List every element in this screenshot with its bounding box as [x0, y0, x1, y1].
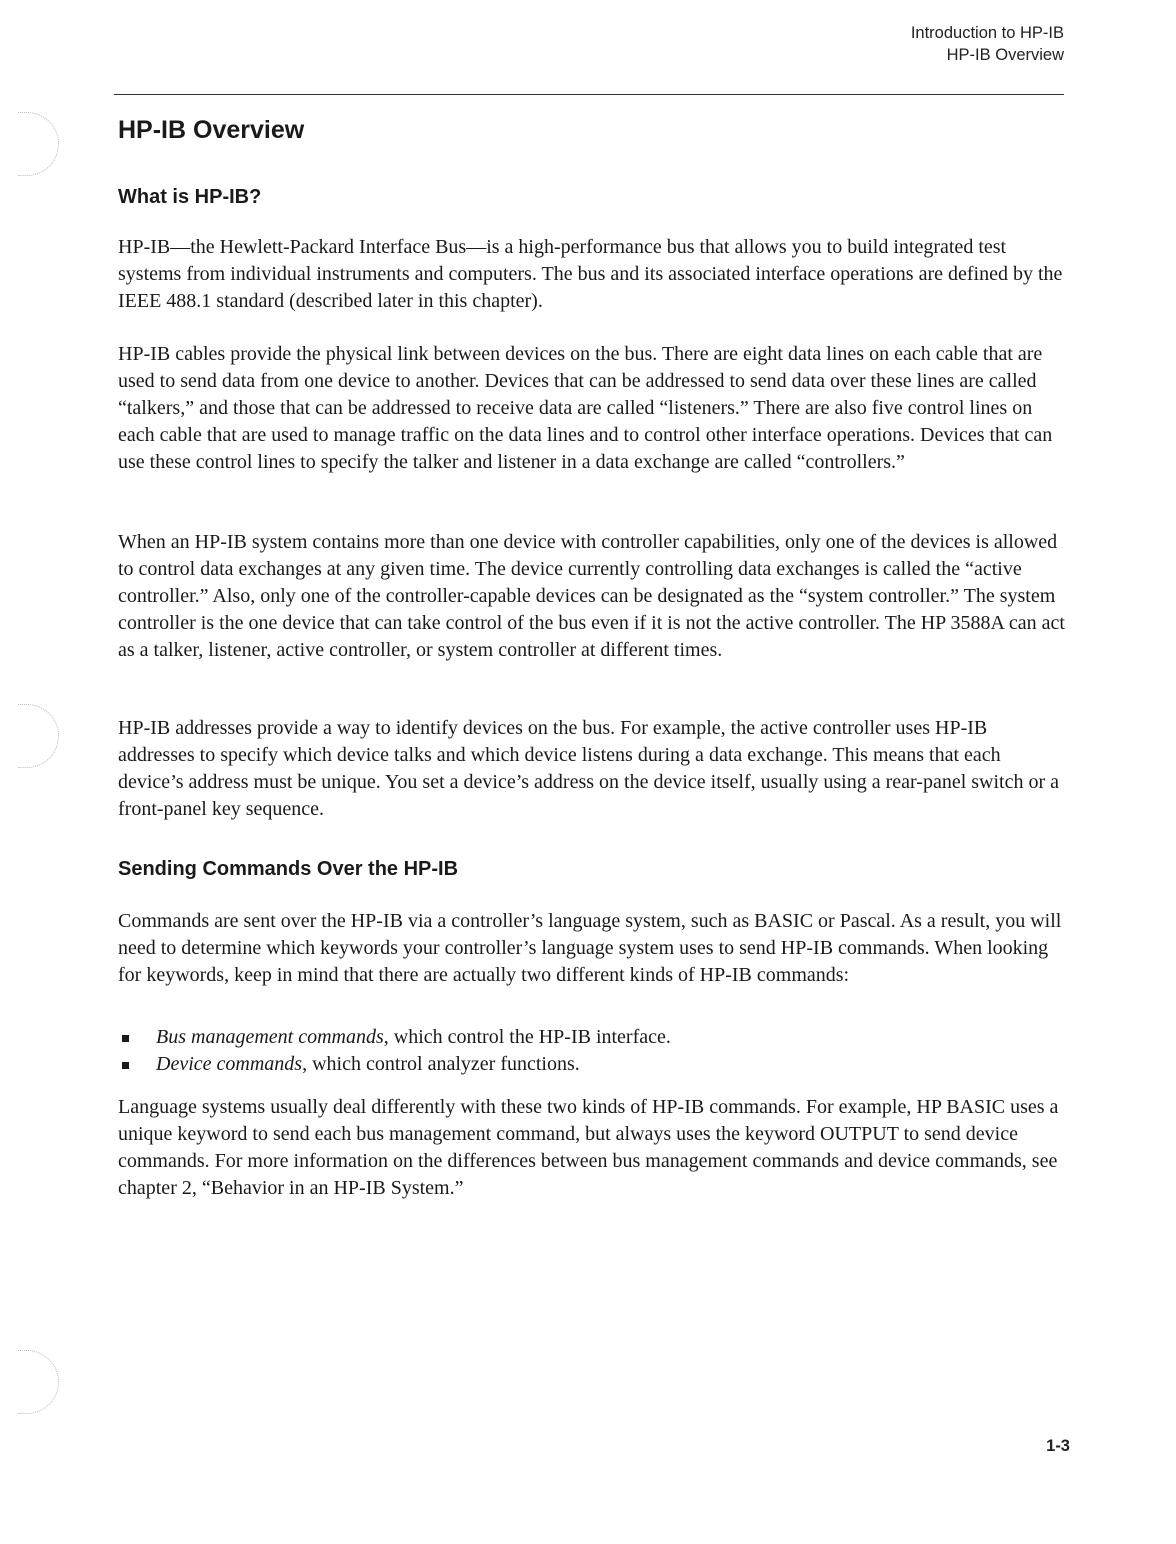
paragraph: Commands are sent over the HP-IB via a controller’s language system, such as BASIC or Pascal. As a result, you will need to determine which keywords your controller’s language system uses to send HP-IB commands. When looking for keywords, keep in mind that there are actually two different kinds of HP-IB commands:: [118, 910, 1062, 986]
paragraph: HP-IB—the Hewlett-Packard Interface Bus—is a high-performance bus that allows you to build integrated test systems from individual instruments and computers. The bus and its associated interface operations are defined by the IEEE 488.1 standard (described later in this chapter).: [118, 236, 1063, 312]
subsection-title-sending-commands: Sending Commands Over the HP-IB: [118, 858, 459, 880]
square-bullet-icon: [122, 1035, 129, 1042]
subsection-title-what-is-hpib: What is HP-IB?: [118, 186, 262, 208]
binder-hole-mark: [18, 1350, 59, 1414]
list-item-term: Bus management commands: [156, 1026, 384, 1048]
list-item-text: , which control the HP-IB interface.: [383, 1026, 671, 1048]
paragraph: When an HP-IB system contains more than one device with controller capabilities, only one of the devices is allowed to control data exchanges at any given time. The device currently controlling data exchanges is called the “active controller.” Also, only one of the controller-capable devices can be designated as the “system controller.” The system controller is the one device that can take control of the bus even if it is not the active controller. The HP 3588A can act as a talker, listener, active controller, or system controller at different times.: [118, 531, 1065, 661]
square-bullet-icon: [122, 1062, 129, 1069]
list-item: [118, 1051, 1068, 1078]
list-item-term: Device commands: [156, 1053, 303, 1075]
paragraph: HP-IB addresses provide a way to identify devices on the bus. For example, the active controller uses HP-IB addresses to specify which device talks and which device listens during a data exchange. This means that each device’s address must be unique. You set a device’s address on the device itself, usually using a rear-panel switch or a front-panel key sequence.: [118, 717, 1060, 820]
running-header-section: HP-IB Overview: [946, 46, 1064, 64]
binder-hole-mark: [18, 704, 59, 768]
command-kinds-list: [118, 1024, 1068, 1078]
list-item: [118, 1024, 1068, 1051]
page-number: 1-3: [1046, 1437, 1070, 1455]
running-header: [911, 22, 1064, 66]
list-item-text: , which control analyzer functions.: [302, 1053, 580, 1075]
header-rule: [114, 94, 1064, 95]
binder-hole-mark: [18, 112, 59, 176]
running-header-chapter: Introduction to HP-IB: [910, 24, 1064, 42]
paragraph: Language systems usually deal differently with these two kinds of HP-IB commands. For example, HP BASIC uses a unique keyword to send each bus management command, but always uses the keyword OUTPUT to send device commands. For more information on the differences between bus management commands and device commands, see chapter 2, “Behavior in an HP-IB System.”: [118, 1096, 1059, 1199]
section-title: HP-IB Overview: [118, 116, 305, 144]
paragraph: HP-IB cables provide the physical link between devices on the bus. There are eight data lines on each cable that are used to send data from one device to another. Devices that can be addressed to send data over these lines are called “talkers,” and those that can be addressed to receive data are called “listeners.” There are also five control lines on each cable that are used to manage traffic on the data lines and to control other interface operations. Devices that can use these control lines to specify the talker and listener in a data exchange are called “controllers.”: [118, 343, 1053, 473]
